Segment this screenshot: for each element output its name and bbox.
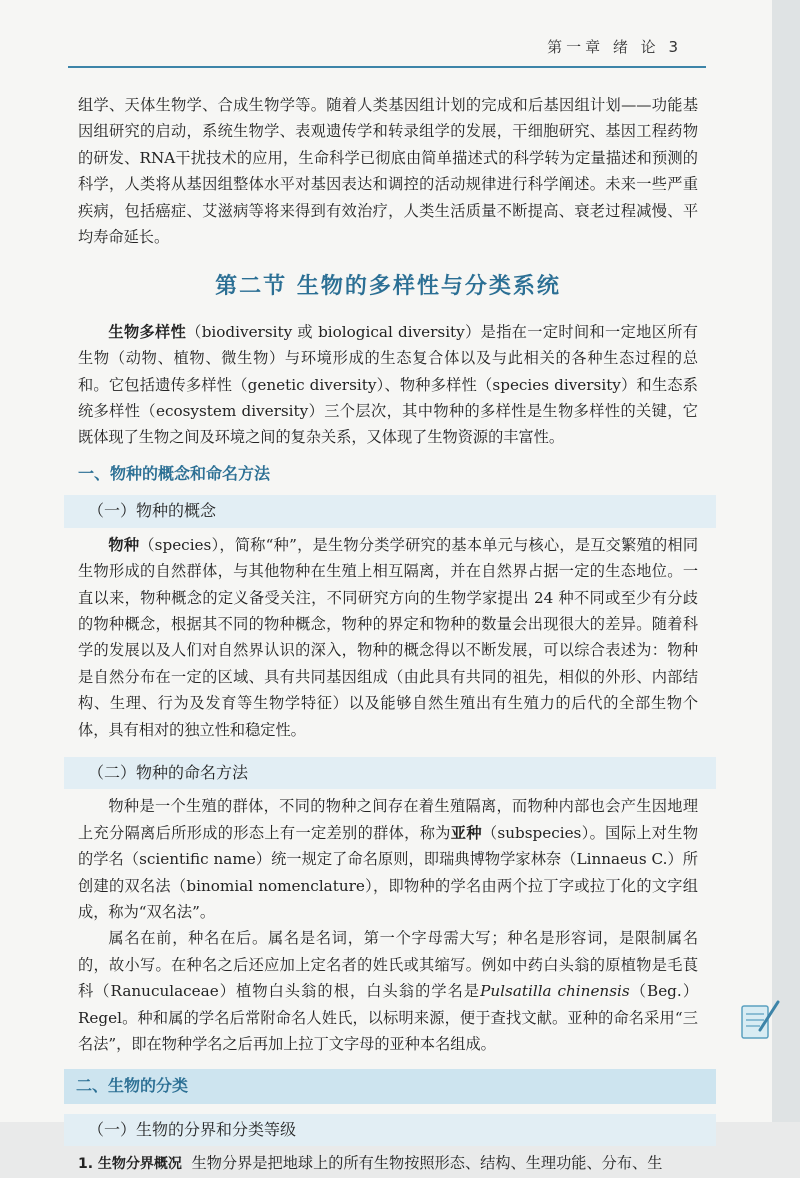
naming-p2-a: 属名在前，种名在后。属名是名词，第一个字母需大写；种名是形容词，是限制属名的，故小写。在种名之后还应加上定名者的姓氏或其缩写。例如中药白头翁的原植物是毛茛科（Ranuculaceae）植物白头翁的根，白头翁的学名是 — [78, 929, 698, 1001]
kingdoms-overview-line — [78, 1150, 698, 1177]
biodiversity-term: 生物多样性 — [108, 322, 187, 341]
heading-naming-method — [78, 757, 698, 789]
heading-kingdoms-ranks — [78, 1114, 698, 1146]
intro-paragraph: 组学、天体生物学、合成生物学等。随着人类基因组计划的完成和后基因组计划——功能基因组研究的启动，系统生物学、表观遗传学和转录组学的发展，干细胞研究、基因工程药物的研发、RNA干扰技术的应用，生命科学已彻底由简单描述式的科学转为定量描述和预测的科学，人类将从基因组整体水平对基因表达和调控的活动规律进行科学阐述。未来一些严重疾病，包括癌症、艾滋病等将来得到有效治疗，人类生活质量不断提高、衰老过程减慢、平均寿命延长。 — [78, 96, 698, 247]
naming-p2-b: （Beg.）Regel。种和属的学名后常附命名人姓氏，以标明来源，便于查找文献。亚种的命名采用“三名法”，即在物种学名之后再加上拉丁文字母的亚种本名组成。 — [78, 982, 699, 1053]
species-text: （species），简称“种”，是生物分类学研究的基本单元与核心，是互交繁殖的相同生物形成的自然群体，与其他物种在生殖上相互隔离，并在自然界占据一定的生态地位。一直以来，物种概念的定义备受关注，不同研究方向的生物学家提出 24 种不同或至少有分歧的物种概念，根据其不同的物种概念，物种的界定和物种的数量会出现很大的差异。随着科学的发展以及人们对自然界认识的深入，物种的概念得以不断发展，可以综合表述为：物种是自然分布在一定的区域、具有共同基因组成（由此具有共同的祖先，相似的外形、内部结构、生理、行为及发育等生物学特征）以及能够自然生殖出有生殖力的后代的全部生物个体，具有相对的独立性和稳定性。 — [78, 535, 699, 739]
naming-paragraph-2 — [78, 925, 698, 1057]
biodiversity-text: （biodiversity 或 biological diversity）是指在一定时间和一定地区所有生物（动物、植物、微生物）与环境形成的生态复合体以及与此相关的各种生态过程的总和。它包括遗传多样性（genetic diversity）、物种多样性（species diversity）和生态系统多样性（ecosystem diversity）三个层次，其中物种的多样性是生物多样性的关键，它既体现了生物之间及环境之间的复杂关系，又体现了生物资源的丰富性。 — [78, 322, 698, 447]
species-concept-paragraph — [78, 532, 698, 743]
kingdoms-overview-label: 1. 生物分界概况 — [78, 1156, 182, 1173]
notebook-pen-icon — [736, 996, 782, 1042]
page-content — [78, 92, 698, 1178]
biodiversity-paragraph — [78, 319, 698, 451]
naming-p1-a: 物种是一个生殖的群体，不同的物种之间存在着生殖隔离，而物种内部也会产生因地理上充分隔离后所形成的形态上有一定差别的群体，称为 — [78, 797, 698, 842]
heading-1-2-text: （二）物种的命名方法 — [64, 757, 716, 789]
running-head: 第一章 绪 论 3 — [547, 38, 682, 56]
header-rule — [68, 66, 706, 68]
heading-species-concept-naming — [78, 461, 698, 487]
section-title: 第二节 生物的多样性与分类系统 — [215, 274, 561, 300]
heading-2-1-text: （一）生物的分界和分类等级 — [64, 1114, 716, 1146]
subspecies-term: 亚种 — [450, 823, 482, 842]
heading-1-1-text: （一）物种的概念 — [64, 495, 716, 527]
page-edge — [772, 0, 800, 1122]
kingdoms-overview-text: 生物分界是把地球上的所有生物按照形态、结构、生理功能、分布、生 — [191, 1154, 663, 1173]
naming-p1-b: （subspecies）。国际上对生物的学名（scientific name）统一规定了命名原则，即瑞典博物学家林奈（Linnaeus C.）所创建的双名法（binomial nomenclature），即物种的学名由两个拉丁字或拉丁化的文字组成，称为“双名法”。 — [78, 823, 699, 921]
heading-2-text: 二、生物的分类 — [64, 1069, 716, 1103]
species-term: 物种 — [108, 535, 140, 554]
heading-classification — [78, 1069, 698, 1103]
latin-name: Pulsatilla chinensis — [480, 982, 630, 1001]
naming-paragraph-1 — [78, 793, 698, 925]
heading-species-concept — [78, 495, 698, 527]
heading-1-text: 一、物种的概念和命名方法 — [78, 463, 271, 483]
